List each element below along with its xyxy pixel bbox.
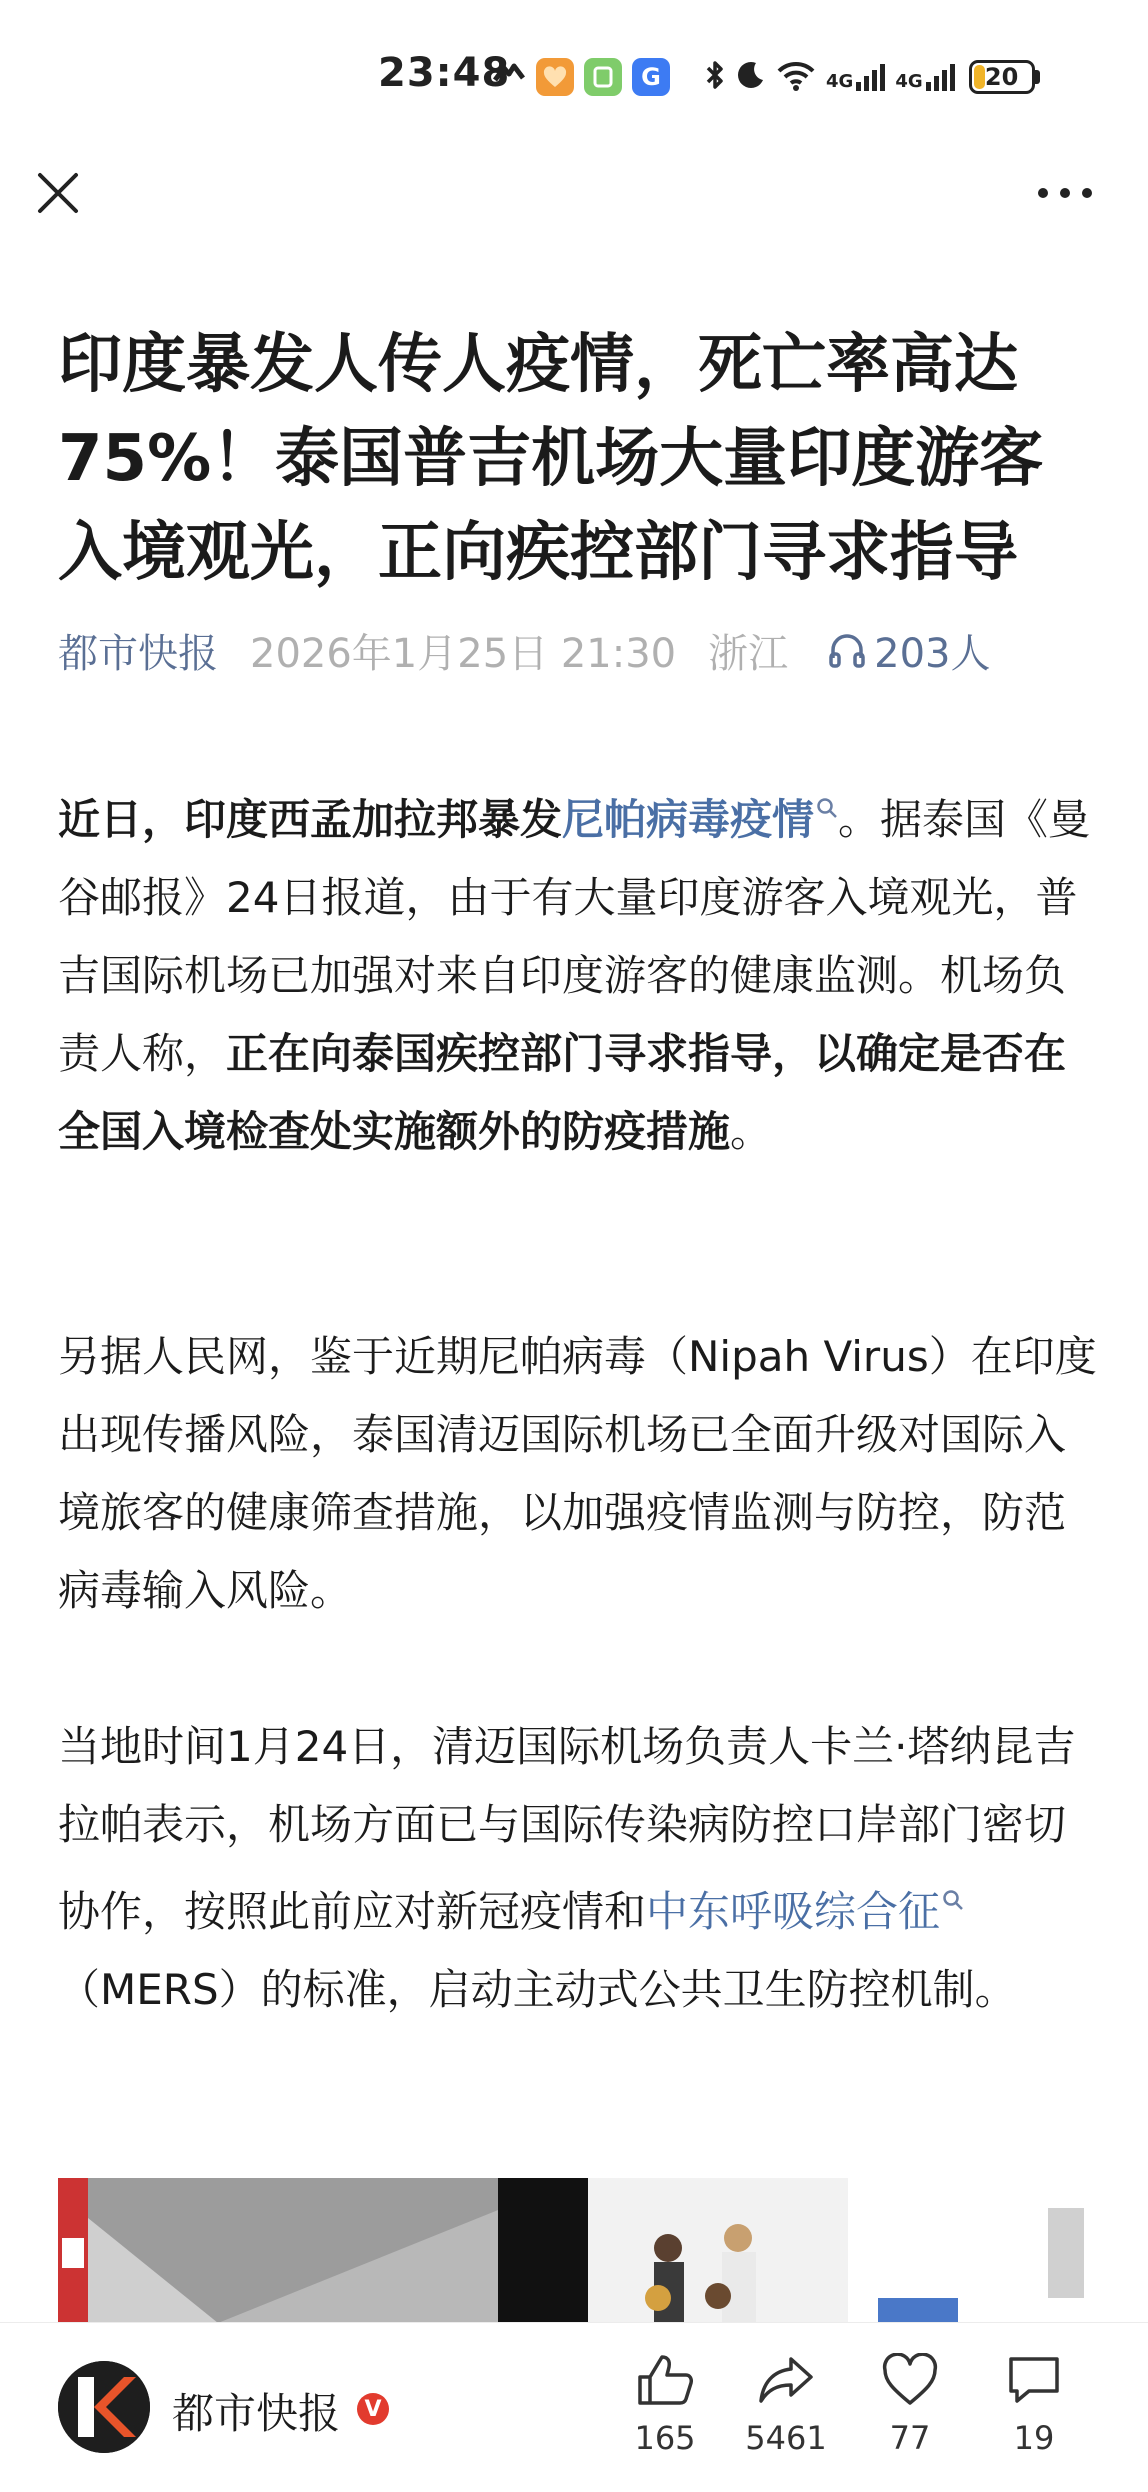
search-icon[interactable] [942, 1888, 964, 1918]
battery-level [974, 65, 985, 89]
p3-link-mers[interactable]: 中东呼吸综合征 [646, 1887, 941, 1936]
article-meta [58, 622, 1098, 678]
wifi-icon [776, 59, 816, 95]
article-date: 2026年1月25日 21:30 [250, 630, 677, 677]
share-icon [757, 2353, 815, 2407]
article-paragraph-2: 另据人民网，鉴于近期尼帕病毒（Nipah Virus）在印度出现传播风险，泰国清迈国际机场已全面升级对国际入境旅客的健康筛查措施，以加强疫情监测与防控，防范病毒输入风险。 [58, 1332, 1097, 1615]
p1-bold-lead: 近日，印度西孟加拉邦暴发 [58, 795, 563, 844]
p1-text: 。据泰国《曼谷邮报》24日报道，由于有大量印度游客入境观光，普吉国际机场已加强对来自印度游客的健康监测。机场负责人称， [58, 795, 1091, 1078]
shield-app-icon [584, 58, 622, 96]
g-app-icon: G [632, 58, 670, 96]
signal-2-icon: 4G [895, 62, 954, 92]
comment-count: 19 [1013, 2419, 1055, 2457]
like-button[interactable] [610, 2353, 720, 2457]
favorite-count: 77 [889, 2419, 931, 2457]
comment-icon [1005, 2353, 1063, 2407]
p1-link-nipah[interactable]: 尼帕病毒疫情 [562, 795, 815, 844]
bluetooth-icon [704, 58, 726, 96]
search-icon[interactable] [816, 796, 838, 826]
share-button[interactable] [731, 2353, 841, 2457]
link-status-icon [492, 60, 526, 94]
bottom-action-bar [0, 2322, 1148, 2492]
signal-1-icon: 4G [826, 62, 885, 92]
heart-icon [881, 2353, 939, 2407]
article-photo[interactable] [58, 2178, 1090, 2323]
verified-badge: V [357, 2393, 389, 2425]
article-paragraph-3 [58, 1708, 1098, 2029]
listener-count: 203人 [874, 630, 991, 677]
article-source[interactable]: 都市快报 [58, 630, 218, 677]
battery-text: 20 [984, 63, 1019, 91]
more-button[interactable] [1030, 165, 1100, 221]
headphones-icon [828, 632, 866, 668]
p1-bold-tail: 正在向泰国疾控部门寻求指导，以确定是否在全国入境检查处实施额外的防疫措施 [58, 1029, 1067, 1156]
status-icons [492, 52, 1040, 102]
share-count: 5461 [745, 2419, 827, 2457]
close-icon [36, 171, 80, 215]
battery-icon [969, 60, 1035, 94]
comment-button[interactable] [979, 2353, 1089, 2457]
author-avatar[interactable] [58, 2361, 150, 2453]
p3-text-after: （MERS）的标准，启动主动式公共卫生防控机制。 [58, 1965, 1017, 2014]
more-icon [1037, 187, 1093, 199]
battery-tip [1035, 70, 1040, 84]
heart-app-icon [536, 58, 574, 96]
article-paragraph-1 [58, 772, 1098, 1171]
close-button[interactable] [30, 165, 86, 221]
like-count: 165 [634, 2419, 696, 2457]
status-time: 23:48 [378, 50, 511, 96]
author-name[interactable]: 都市快报 [172, 2389, 341, 2438]
article-title: 印度暴发人传人疫情，死亡率高达75%！泰国普吉机场大量印度游客入境观光，正向疾控部门寻求指导 [58, 328, 1044, 590]
favorite-button[interactable] [855, 2353, 965, 2457]
p1-end: 。 [730, 1107, 773, 1156]
listen-button[interactable] [828, 622, 990, 679]
status-bar [0, 0, 1148, 150]
article-region: 浙江 [708, 630, 789, 677]
thumbs-up-icon [636, 2353, 694, 2407]
p3-text-before: 当地时间1月24日，清迈国际机场负责人卡兰·塔纳昆吉拉帕表示，机场方面已与国际传染病防控口岸部门密切协作，按照此前应对新冠疫情和 [58, 1722, 1076, 1936]
moon-icon [736, 60, 766, 94]
